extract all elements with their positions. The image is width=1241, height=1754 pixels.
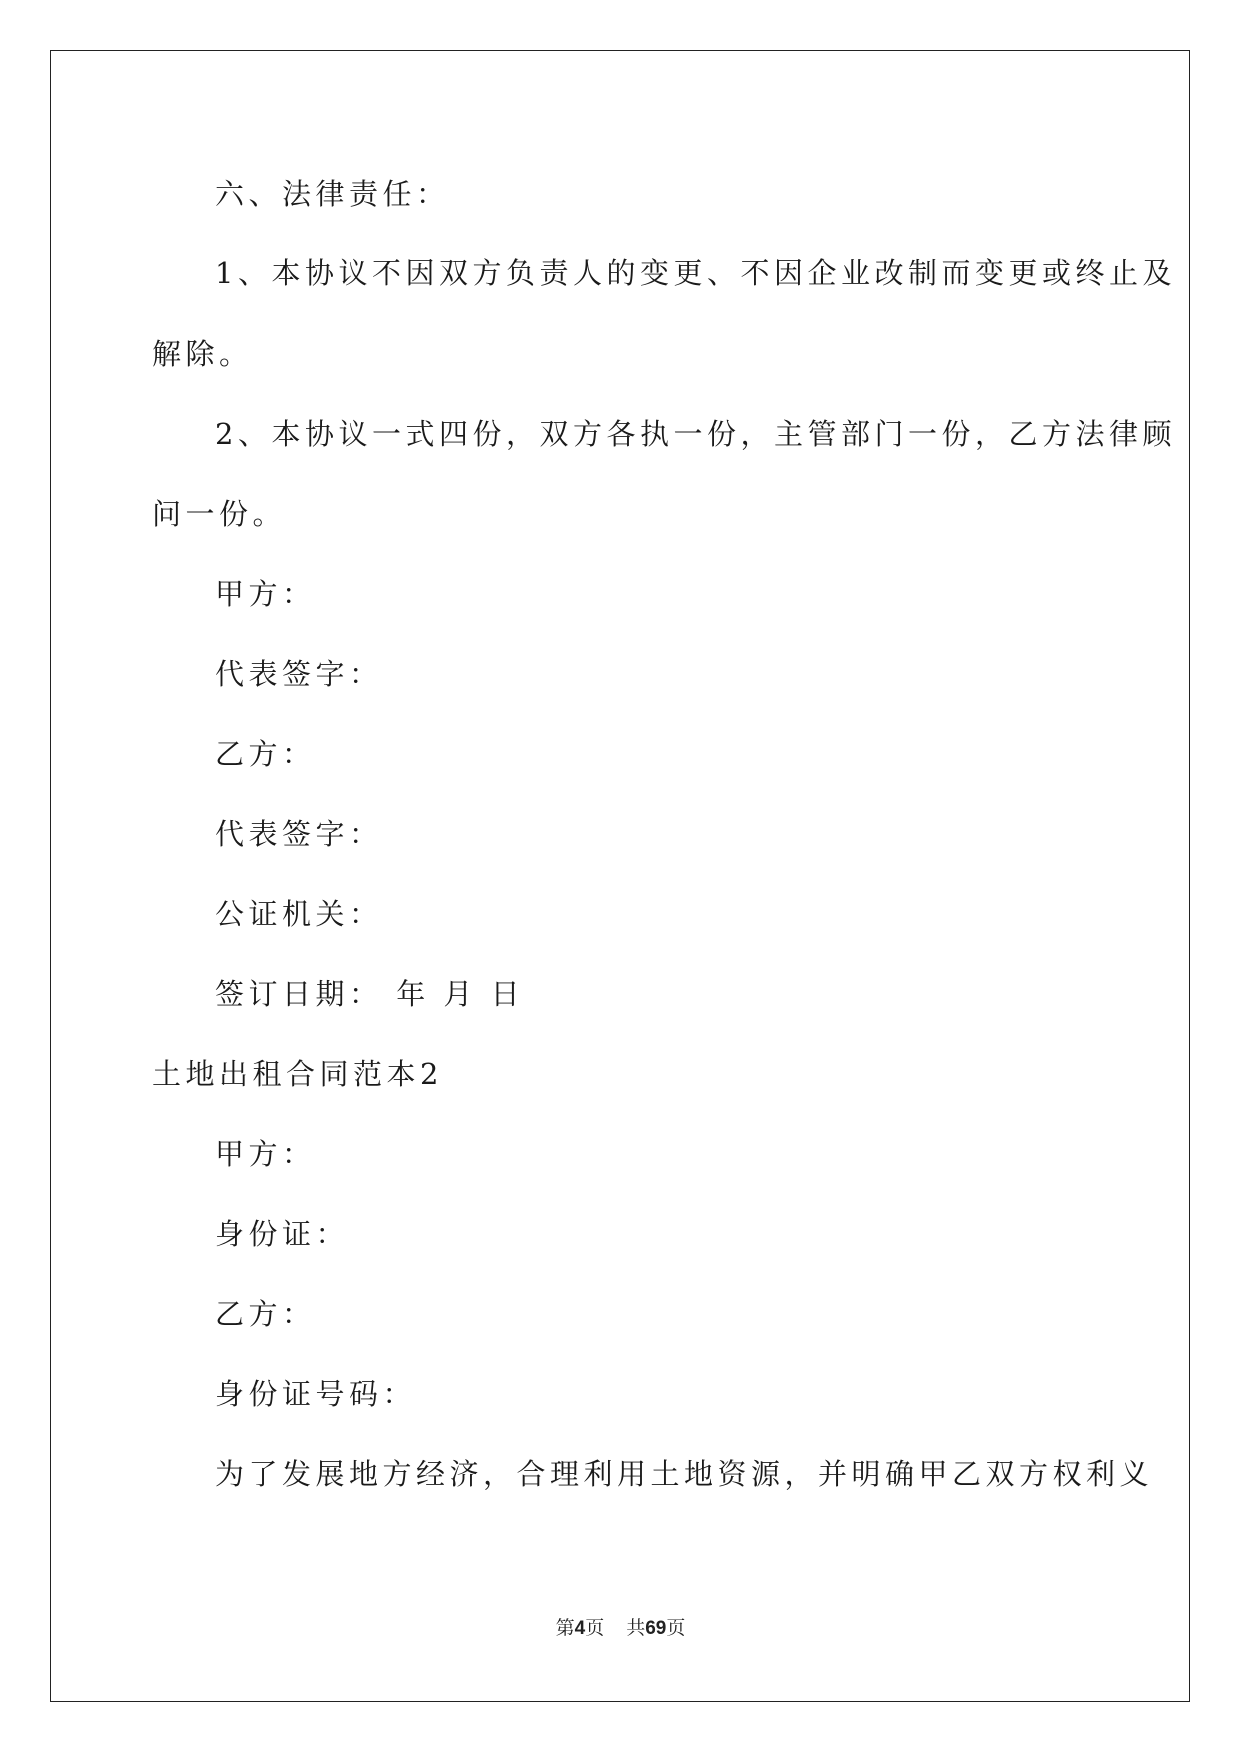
party-b-id-number-label: 身份证号码：	[215, 1377, 417, 1411]
clause-1-text: 1、本协议不因双方负责人的变更、不因企业改制而变更或终止及	[215, 256, 1176, 290]
party-b-label-2: 乙方：	[215, 1297, 316, 1331]
section-heading-legal-liability: 六、法律责任：	[215, 177, 450, 211]
signing-date-label: 签订日期： 年 月 日	[215, 977, 525, 1011]
party-a-label-2: 甲方：	[215, 1137, 316, 1171]
page-prefix: 第	[555, 1617, 575, 1639]
page-number: 4	[574, 1618, 586, 1639]
preamble-text: 为了发展地方经济，合理利用土地资源，并明确甲乙双方权利义	[215, 1457, 1154, 1491]
total-suffix: 页	[666, 1617, 686, 1639]
page-border	[50, 50, 1190, 1702]
clause-2-text: 2、本协议一式四份，双方各执一份，主管部门一份，乙方法律顾	[215, 417, 1176, 451]
party-a-signature-label: 代表签字：	[215, 657, 383, 691]
page-footer	[0, 1616, 1241, 1641]
total-prefix: 共	[626, 1617, 646, 1639]
party-a-label: 甲方：	[215, 577, 316, 611]
notary-office-label: 公证机关：	[215, 897, 383, 931]
page-suffix: 页	[585, 1617, 605, 1639]
clause-2-text-continued: 问一份。	[152, 497, 287, 531]
clause-1-text-continued: 解除。	[152, 337, 253, 371]
party-a-id-label: 身份证：	[215, 1217, 350, 1251]
party-b-signature-label: 代表签字：	[215, 817, 383, 851]
total-pages: 69	[645, 1618, 667, 1639]
contract-title: 土地出租合同范本2	[152, 1057, 443, 1091]
party-b-label: 乙方：	[215, 737, 316, 771]
